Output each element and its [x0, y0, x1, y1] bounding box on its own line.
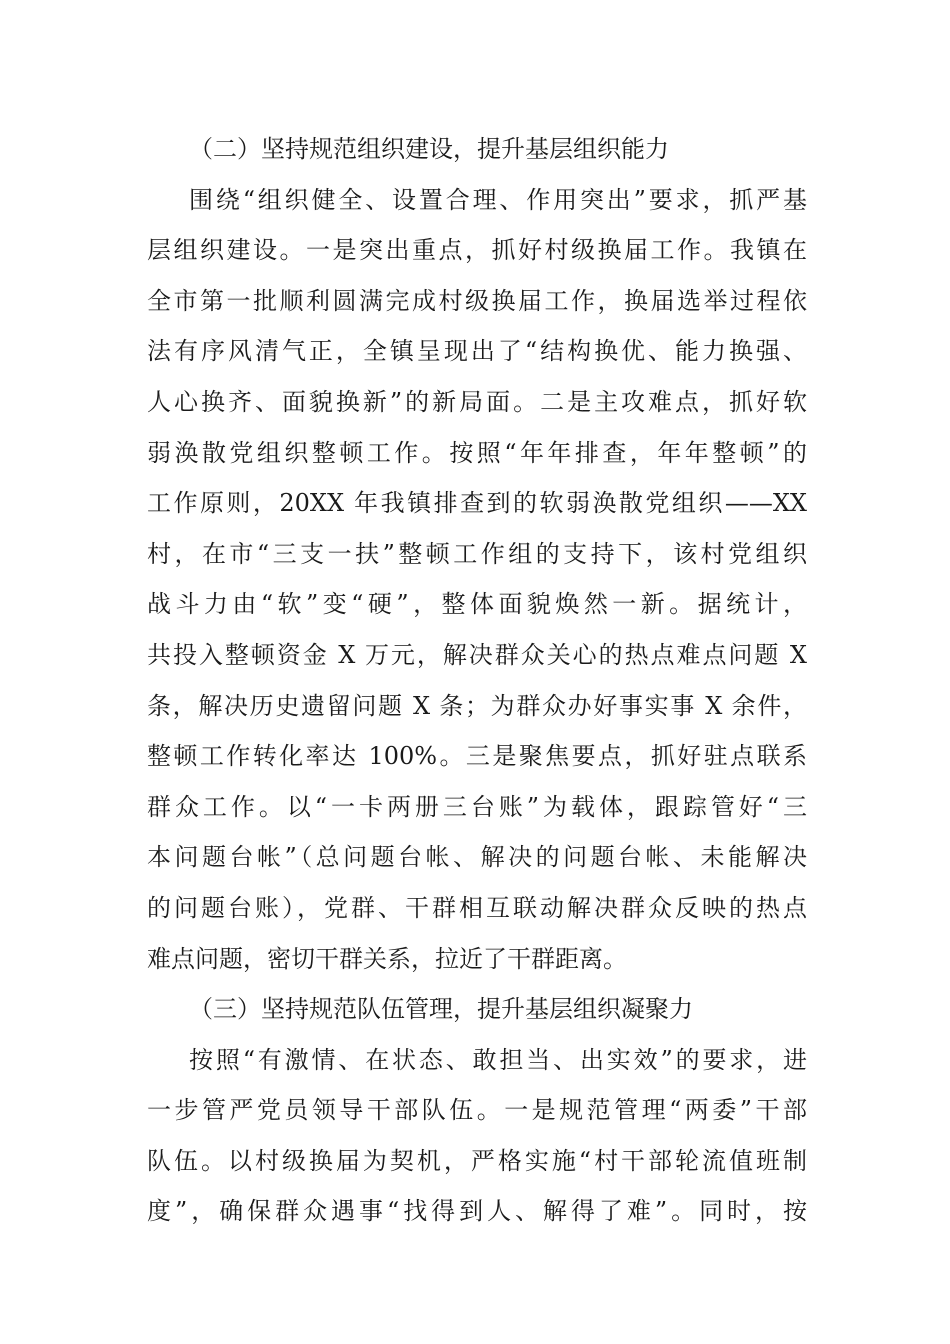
paragraph-line: 村，在市“三支一扶”整顿工作组的支持下，该村党组织 [147, 539, 807, 568]
document-body [147, 124, 807, 1237]
paragraph-line: 围绕“组织健全、设置合理、作用突出”要求，抓严基 [189, 185, 807, 214]
paragraph-line: 群众工作。以“一卡两册三台账”为载体，跟踪管好“三 [147, 792, 807, 821]
paragraph-line: 全市第一批顺利圆满完成村级换届工作，换届选举过程依 [147, 286, 807, 315]
paragraph-line: 法有序风清气正，全镇呈现出了“结构换优、能力换强、 [147, 337, 807, 366]
paragraph-line: 人心换齐、面貌换新”的新局面。二是主攻难点，抓好软 [147, 387, 807, 416]
paragraph-line: 难点问题，密切干群关系，拉近了干群距离。 [147, 944, 627, 973]
paragraph-line: 工作原则，20XX 年我镇排查到的软弱涣散党组织——XX [147, 489, 807, 518]
paragraph-line: 度”，确保群众遇事“找得到人、解得了难”。同时，按 [147, 1197, 807, 1226]
paragraph-line: 共投入整顿资金 X 万元，解决群众关心的热点难点问题 X [147, 640, 807, 669]
paragraph-line: 战斗力由“软”变“硬”，整体面貌焕然一新。据统计， [147, 590, 807, 619]
paragraph-line: 本问题台帐”（总问题台帐、解决的问题台帐、未能解决 [147, 843, 807, 872]
paragraph-line: 整顿工作转化率达 100%。三是聚焦要点，抓好驻点联系 [147, 742, 807, 771]
paragraph-line: 弱涣散党组织整顿工作。按照“年年排查，年年整顿”的 [147, 438, 807, 467]
paragraph-line: 一步管严党员领导干部队伍。一是规范管理“两委”干部 [147, 1096, 807, 1125]
paragraph-line: 层组织建设。一是突出重点，抓好村级换届工作。我镇在 [147, 236, 807, 265]
section-heading-2: （二）坚持规范组织建设，提升基层组织能力 [189, 135, 669, 163]
paragraph-line: 按照“有激情、在状态、敢担当、出实效”的要求，进 [189, 1045, 807, 1074]
paragraph-line: 条，解决历史遗留问题 X 条；为群众办好事实事 X 余件， [147, 691, 807, 720]
paragraph-line: 的问题台账），党群、干群相互联动解决群众反映的热点 [147, 893, 807, 922]
section-heading-3: （三）坚持规范队伍管理，提升基层组织凝聚力 [189, 995, 693, 1024]
paragraph-line: 队伍。以村级换届为契机，严格实施“村干部轮流值班制 [147, 1146, 807, 1175]
